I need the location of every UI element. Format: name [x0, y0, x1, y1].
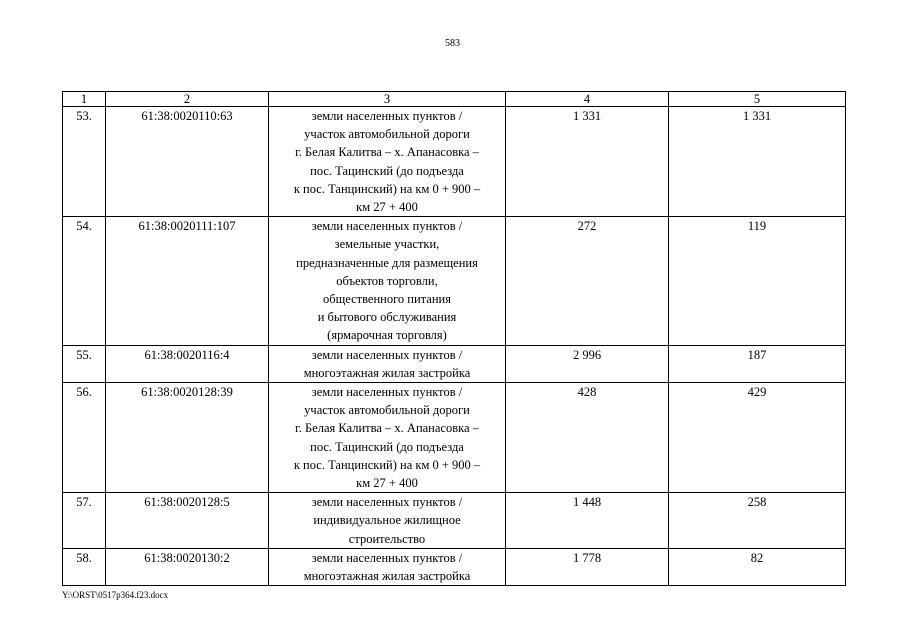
cadastral-number-cell: 61:38:0020130:2: [106, 548, 269, 585]
table-row: [63, 345, 846, 382]
land-category-line: предназначенные для размещения: [296, 255, 478, 270]
land-category-line: и бытового обслуживания: [317, 310, 457, 325]
land-category-line: объектов торговли,: [336, 273, 438, 288]
value-col5-cell: 187: [669, 345, 846, 382]
land-category-line: земельные участки,: [334, 237, 440, 252]
row-number-cell: 57.: [63, 493, 106, 549]
land-category-line: г. Белая Калитва – х. Апанасовка –: [295, 145, 479, 160]
land-category-line: земли населенных пунктов /: [311, 219, 463, 234]
land-category-line: индивидуальное жилищное: [313, 513, 461, 528]
value-col5-cell: 258: [669, 493, 846, 549]
value-col5-cell: 119: [669, 217, 846, 345]
value-col4-cell: 1 331: [506, 107, 669, 217]
land-category-cell: [269, 383, 506, 493]
value-col4-cell: 2 996: [506, 345, 669, 382]
table-header-row: [63, 92, 846, 107]
row-number-cell: 55.: [63, 345, 106, 382]
value-col4-cell: 428: [506, 383, 669, 493]
land-category-line: участок автомобильной дороги: [304, 403, 470, 418]
land-category-line: земли населенных пунктов /: [311, 550, 463, 565]
cadastral-number-cell: 61:38:0020116:4: [106, 345, 269, 382]
land-category-cell: [269, 548, 506, 585]
cadastral-number-cell: 61:38:0020128:5: [106, 493, 269, 549]
row-number-cell: 54.: [63, 217, 106, 345]
row-number-cell: 53.: [63, 107, 106, 217]
cadastral-number-cell: 61:38:0020128:39: [106, 383, 269, 493]
header-cell-4: 4: [506, 92, 669, 107]
footer-file-path: Y:\ORST\0517p364.f23.docx: [62, 590, 169, 600]
land-category-line: к пос. Танцинский) на км 0 + 900 –: [293, 457, 481, 472]
table-row: [63, 548, 846, 585]
row-number-cell: 58.: [63, 548, 106, 585]
table-row: [63, 493, 846, 549]
land-category-cell: [269, 345, 506, 382]
header-cell-5: 5: [669, 92, 846, 107]
value-col5-cell: 82: [669, 548, 846, 585]
cadastral-number-cell: 61:38:0020110:63: [106, 107, 269, 217]
land-category-line: км 27 + 400: [356, 476, 418, 491]
land-category-line: к пос. Танцинский) на км 0 + 900 –: [293, 181, 481, 196]
header-cell-3: 3: [269, 92, 506, 107]
cadastral-table: [62, 91, 846, 586]
land-category-line: многоэтажная жилая застройка: [303, 569, 471, 584]
value-col5-cell: 429: [669, 383, 846, 493]
page-number: 583: [445, 38, 460, 49]
land-category-line: строительство: [348, 531, 426, 546]
table-row: [63, 107, 846, 217]
value-col4-cell: 1 448: [506, 493, 669, 549]
land-category-line: г. Белая Калитва – х. Апанасовка –: [295, 421, 479, 436]
land-category-line: земли населенных пунктов /: [311, 495, 463, 510]
header-cell-1: 1: [63, 92, 106, 107]
land-category-line: многоэтажная жилая застройка: [303, 365, 471, 380]
land-category-line: пос. Тацинский (до подъезда: [310, 163, 464, 178]
value-col4-cell: 1 778: [506, 548, 669, 585]
land-category-line: км 27 + 400: [356, 200, 418, 215]
value-col5-cell: 1 331: [669, 107, 846, 217]
land-category-cell: [269, 493, 506, 549]
land-category-line: общественного питания: [323, 292, 451, 307]
land-category-line: пос. Тацинский (до подъезда: [310, 439, 464, 454]
cadastral-number-cell: 61:38:0020111:107: [106, 217, 269, 345]
land-category-cell: [269, 217, 506, 345]
land-category-line: (ярмарочная торговля): [327, 328, 447, 343]
land-category-line: земли населенных пунктов /: [311, 347, 463, 362]
table-row: [63, 383, 846, 493]
land-category-line: участок автомобильной дороги: [304, 127, 470, 142]
table-body: [63, 92, 846, 586]
row-number-cell: 56.: [63, 383, 106, 493]
header-cell-2: 2: [106, 92, 269, 107]
land-category-cell: [269, 107, 506, 217]
land-category-line: земли населенных пунктов /: [311, 385, 463, 400]
land-category-line: земли населенных пунктов /: [311, 109, 463, 123]
table-row: [63, 217, 846, 345]
value-col4-cell: 272: [506, 217, 669, 345]
